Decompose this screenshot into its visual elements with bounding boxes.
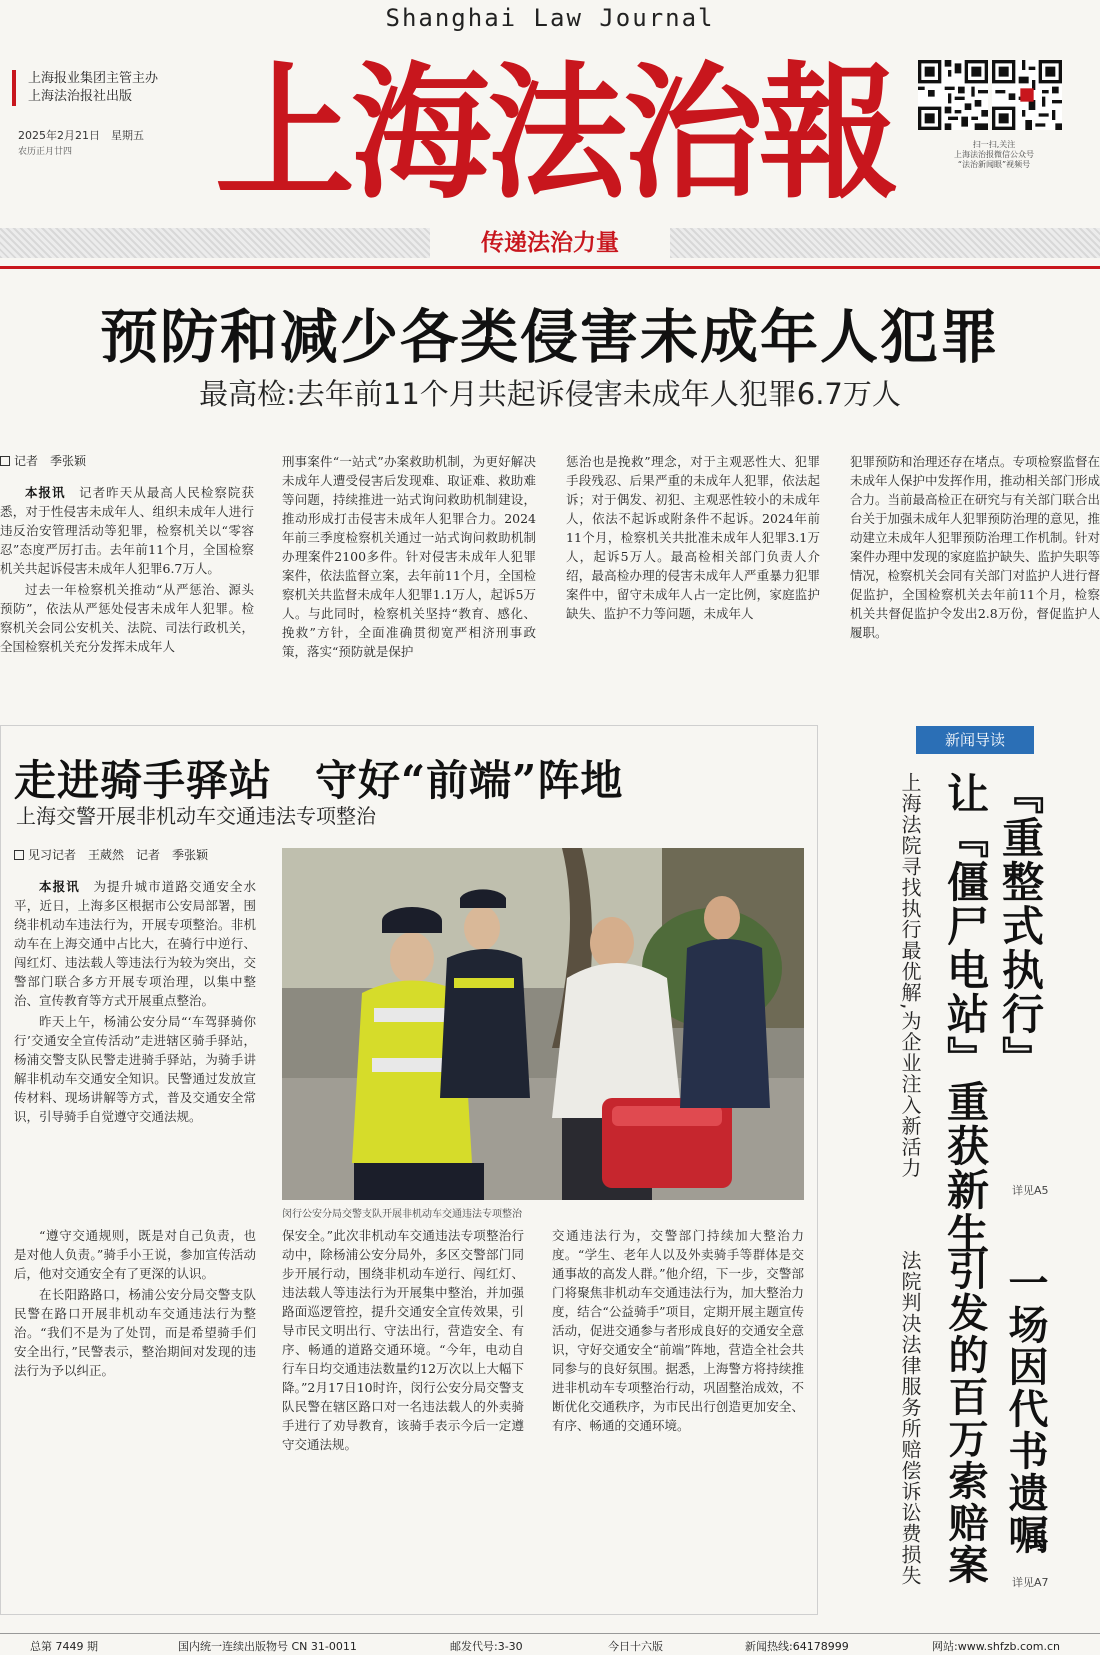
lead-headline[interactable]: 预防和减少各类侵害未成年人犯罪 — [99, 303, 1000, 371]
story2-paragraph: 保安全。”此次非机动车交通违法专项整治行动中，除杨浦公安分局外，多区交警部门同步开展行动，围绕非机动车逆行、闯红灯、违法载人等违法行为开展集中整治，并加强路面巡逻管控，提升交通安全宣传效果，引导市民文明出行、守法出行，营造安全、有序、畅通的道路交通环境。“今年，电动自行车日均交通违法数量约12万次以上大幅下降。”2月17日10时许，闵行公安分局交警支队民警在辖区路口对一名违法载人的外卖骑手进行了劝导教育，该骑手表示今后一定遵守交通法规。 — [282, 1228, 524, 1452]
logo-text: 上海法治報 — [215, 48, 897, 211]
lead-column-4 — [850, 452, 1100, 682]
newspaper-logo — [210, 36, 900, 211]
qr-codes — [918, 60, 1070, 170]
byline-icon — [0, 456, 10, 466]
masthead-divider — [0, 266, 1100, 269]
lead-byline — [0, 452, 254, 471]
story2-headline[interactable]: 走进骑手驿站 守好“前端”阵地 — [14, 756, 624, 805]
rail-story1-page-ref[interactable]: 详见A5 — [1012, 1184, 1049, 1197]
issue-date: 2025年2月21日 星期五 — [18, 129, 144, 142]
date-block — [18, 128, 144, 160]
story2-paragraph — [14, 877, 256, 1010]
lead-column-3 — [566, 452, 820, 682]
lunar-date: 农历正月廿四 — [18, 147, 73, 157]
english-title: Shanghai Law Journal — [385, 4, 715, 32]
rail-story2-page-ref[interactable]: 详见A7 — [1012, 1576, 1049, 1589]
news-hotline: 新闻热线:64178999 — [745, 1640, 849, 1653]
story2-column-1 — [14, 846, 256, 1216]
story2-column-2 — [282, 1226, 524, 1606]
byline-icon — [14, 850, 24, 860]
page-count: 今日十六版 — [608, 1640, 663, 1653]
story2-column-1b — [14, 1226, 256, 1606]
lead-paragraph: 过去一年检察机关推动“从严惩治、源头预防”，依法从严惩处侵害未成年人犯罪。检察机关会同公安机关、法院、司法行政机关，全国检察机关充分发挥未成年人 — [0, 582, 254, 654]
slogan-bar — [0, 228, 1100, 258]
issue-number: 总第 7449 期 — [30, 1640, 98, 1653]
photo-image — [282, 848, 804, 1200]
website-link[interactable]: 网站:www.shfzb.com.cn — [932, 1640, 1061, 1653]
rail-story2-subheadline: 法院判决法律服务所赔偿诉讼费损失 — [898, 1250, 922, 1586]
story2-byline — [14, 846, 256, 865]
story2-subheadline: 上海交警开展非机动车交通违法专项整治 — [16, 804, 376, 828]
story2-paragraph: 在长阳路路口，杨浦公安分局交警支队民警在路口开展非机动车交通违法行为整治。“我们不是为了处罚，而是希望骑手们安全出行，”民警表示，整治期间对发现的违法行为予以纠正。 — [14, 1287, 256, 1378]
video-qr-code-icon — [992, 60, 1062, 130]
lead-column-2 — [282, 452, 536, 682]
lead-byline-text: 记者 季张颖 — [14, 454, 87, 468]
cn-number: 国内统一连续出版物号 CN 31-0011 — [178, 1640, 357, 1653]
slogan: 传递法治力量 — [481, 229, 619, 256]
lead-paragraph: 刑事案件“一站式”办案救助机制，为更好解决未成年人遭受侵害后发现难、取证难、救助难等问题，持续推进一站式询问救助机制建设，推动形成打击侵害未成年人犯罪合力。2024年前三季度检察机关通过一站式询问救助机制办理案件2100多件。针对侵害未成年人犯罪案件，依法监督立案，去年前11个月，全国检察机关共监督未成年人犯罪1.1万人，起诉5万人。与此同时，检察机关坚持“教育、感化、挽救”方针，全面准确贯彻宽严相济刑事政策，落实“预防就是保护 — [282, 454, 536, 659]
story2-dateline: 本报讯 — [39, 879, 80, 894]
lead-paragraph: 犯罪预防和治理还存在堵点。专项检察监督在未成年人保护中发挥作用，推动相关部门形成合力。当前最高检正在研究与有关部门联合出台关于加强未成年人犯罪预防治理的意见，推动建立未成年人犯罪预防治理工作机制。针对案件办理中发现的家庭监护缺失、监护失职等情况，检察机关会同有关部门对监护人进行督促监护，全国检察机关去年前11个月，检察机关共督促监护令发出2.8万份，督促监护人履职。 — [850, 454, 1100, 640]
rail-story1-headline[interactable]: 让『僵尸电站』重获新生 — [941, 772, 990, 1256]
traffic-police-photo[interactable] — [282, 848, 804, 1200]
publisher-info — [12, 70, 158, 106]
rail-story1-subheadline: 上海法院寻找执行最优解,为企业注入新活力 — [898, 772, 922, 1179]
qr-caption-line-1: 扫一扫,关注 — [972, 140, 1016, 149]
rail-story2-headline-line-1[interactable]: 一场因代书遗嘱 — [1002, 1262, 1049, 1556]
story2-column-3 — [552, 1226, 804, 1606]
lead-paragraph — [0, 483, 254, 578]
rail-story2-headline-line-2[interactable]: 引发的百万索赔案 — [942, 1250, 989, 1586]
qr-caption — [918, 140, 1070, 170]
news-guide-badge: 新闻导读 — [916, 726, 1034, 754]
rail-story1-headline-part[interactable]: 『重整式执行』 — [996, 772, 1045, 1080]
lead-paragraph-text: 记者昨天从最高人民检察院获悉，对于性侵害未成年人、组织未成年人进行违反治安管理活动等犯罪，检察机关以“零容忍”态度严厉打击。去年前11个月，全国检察机关共起诉侵害未成年人犯罪6.7万人。 — [0, 485, 254, 576]
story2-paragraph: 昨天上午，杨浦公安分局“‘车驾驿骑你行’交通安全宣传活动”走进辖区骑手驿站，杨浦交警支队民警走进骑手驿站，为骑手讲解非机动车交通安全知识。民警通过发放宣传材料、现场讲解等方式，普及交通安全常识，引导骑手自觉遵守交通法规。 — [14, 1014, 256, 1124]
story2-paragraph: 交通违法行为，交警部门持续加大整治力度。“学生、老年人以及外卖骑手等群体是交通事故的高发人群。”他介绍，下一步，交警部门将聚焦非机动车交通违法行为，加大整治力度，结合“公益骑手”项目，定期开展主题宣传活动，促进交通参与者形成良好的交通安全意识，守好交通安全“前端”阵地，营造全社会共同参与的良好氛围。据悉，上海警方将持续推进非机动车专项整治行动，巩固整治成效，不断优化交通秩序，为市民出行创造更加安全、有序、畅通的交通环境。 — [552, 1228, 804, 1433]
photo-caption: 闵行公安分局交警支队开展非机动车交通违法专项整治 — [282, 1209, 522, 1220]
publisher-line-1: 上海报业集团主管主办 — [28, 71, 159, 86]
lead-paragraph: 惩治也是挽救”理念，对于主观恶性大、犯罪手段残忍、后果严重的未成年人犯罪，依法起诉；对于偶发、初犯、主观恶性较小的未成年人，依法不起诉或附条件不起诉。2024年前11个月，检察机关共批准未成年人犯罪3.1万人，起诉5万人。最高检相关部门负责人介绍，最高检办理的侵害未成年人严重暴力犯罪案件中，留守未成年人占一定比例，家庭监护缺失、监护不力等问题，未成年人 — [566, 454, 820, 621]
story2-byline-text: 见习记者 王葳然 记者 季张颖 — [28, 848, 209, 862]
qr-caption-line-3: “法治新闻眼”视频号 — [957, 160, 1031, 169]
story2-paragraph: “遵守交通规则，既是对自己负责，也是对他人负责。”骑手小王说，参加宣传活动后，他对交通安全有了更深的认识。 — [14, 1228, 256, 1281]
story2-paragraph-text: 为提升城市道路交通安全水平，近日，上海多区根据市公安局部署，围绕非机动车违法行为，开展专项整治。非机动车在上海交通中占比大，在骑行中逆行、闯红灯、违法载人等违法行为较为突出，交警部门联合多方开展专项治理，以集中整治、宣传教育等方式开展重点整治。 — [14, 879, 256, 1008]
lead-subheadline: 最高检:去年前11个月共起诉侵害未成年人犯罪6.7万人 — [199, 377, 901, 411]
lead-dateline: 本报讯 — [25, 485, 66, 500]
footer — [0, 1633, 1100, 1655]
publisher-line-2: 上海法治报社出版 — [28, 89, 133, 104]
wechat-qr-code-icon — [918, 60, 988, 130]
postal-code: 邮发代号:3-30 — [450, 1640, 523, 1653]
qr-caption-line-2: 上海法治报微信公众号 — [954, 150, 1034, 159]
lead-column-1 — [0, 452, 254, 682]
